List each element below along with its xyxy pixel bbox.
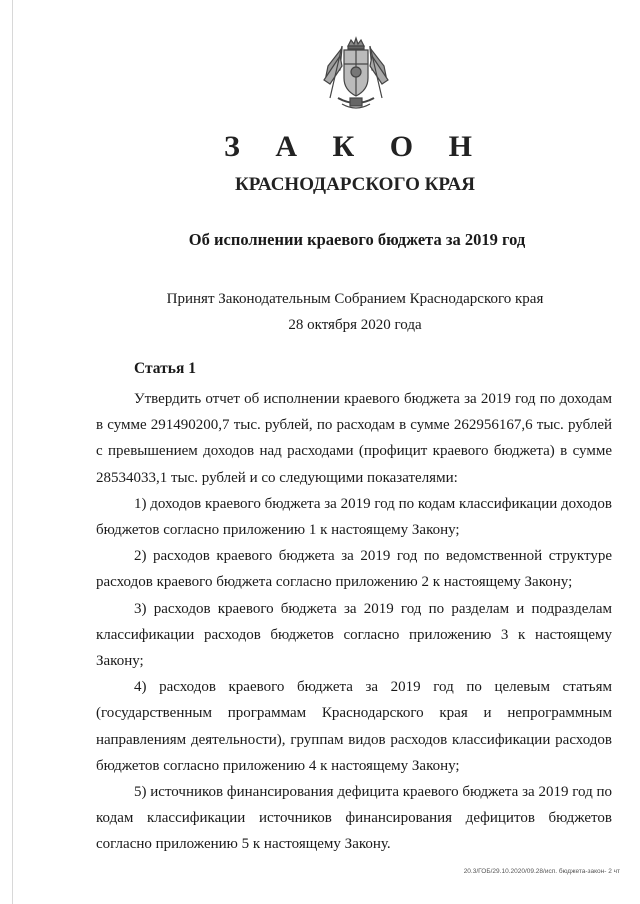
article-intro: Утвердить отчет об исполнении краевого бюджета за 2019 год по доходам в сумме 291490200,7 тыс. рублей, по расходам в сумме 262956167,6 тыс. рублей с превышением доходов над расходами (профицит краевого бюджета) в сумме 28534033,1 тыс. рублей и со следующими показателями: bbox=[96, 391, 612, 486]
coat-of-arms-icon bbox=[320, 36, 392, 116]
article-body bbox=[96, 386, 612, 858]
article-item-3: 3) расходов краевого бюджета за 2019 год по разделам и подразделам классификации расходов бюджетов согласно приложению 3 к настоящему Закону; bbox=[96, 600, 612, 670]
adoption-info bbox=[0, 286, 640, 338]
article-item-5: 5) источников финансирования дефицита краевого бюджета за 2019 год по кодам классификации источников финансирования дефицитов бюджетов согласно приложению 5 к настоящему Закону. bbox=[96, 784, 612, 853]
adoption-date: 28 октября 2020 года bbox=[288, 317, 422, 333]
article-item-4: 4) расходов краевого бюджета за 2019 год по целевым статьям (государственным программам Краснодарского края и непрограммным направлениям деятельности), группам видов расходов классификации расходов бюджетов согласно приложению 4 к настоящему Закону; bbox=[96, 679, 612, 774]
document-code: 20.3/ГОБ/29.10.2020/09.28/исп. бюджета-закон- 2 чт bbox=[463, 868, 620, 875]
law-title: З А К О Н bbox=[224, 130, 486, 163]
article-item-1: 1) доходов краевого бюджета за 2019 год по кодам классификации доходов бюджетов согласно приложению 1 к настоящему Закону; bbox=[96, 495, 613, 539]
adoption-line-1: Принят Законодательным Собранием Краснодарского края bbox=[166, 291, 544, 307]
article-heading: Статья 1 bbox=[134, 360, 196, 377]
document-title: Об исполнении краевого бюджета за 2019 год bbox=[188, 230, 526, 249]
article-item-2: 2) расходов краевого бюджета за 2019 год по ведомственной структуре расходов краевого бюджета согласно приложению 2 к настоящему Закону; bbox=[96, 548, 612, 591]
region-title: КРАСНОДАРСКОГО КРАЯ bbox=[234, 174, 476, 195]
